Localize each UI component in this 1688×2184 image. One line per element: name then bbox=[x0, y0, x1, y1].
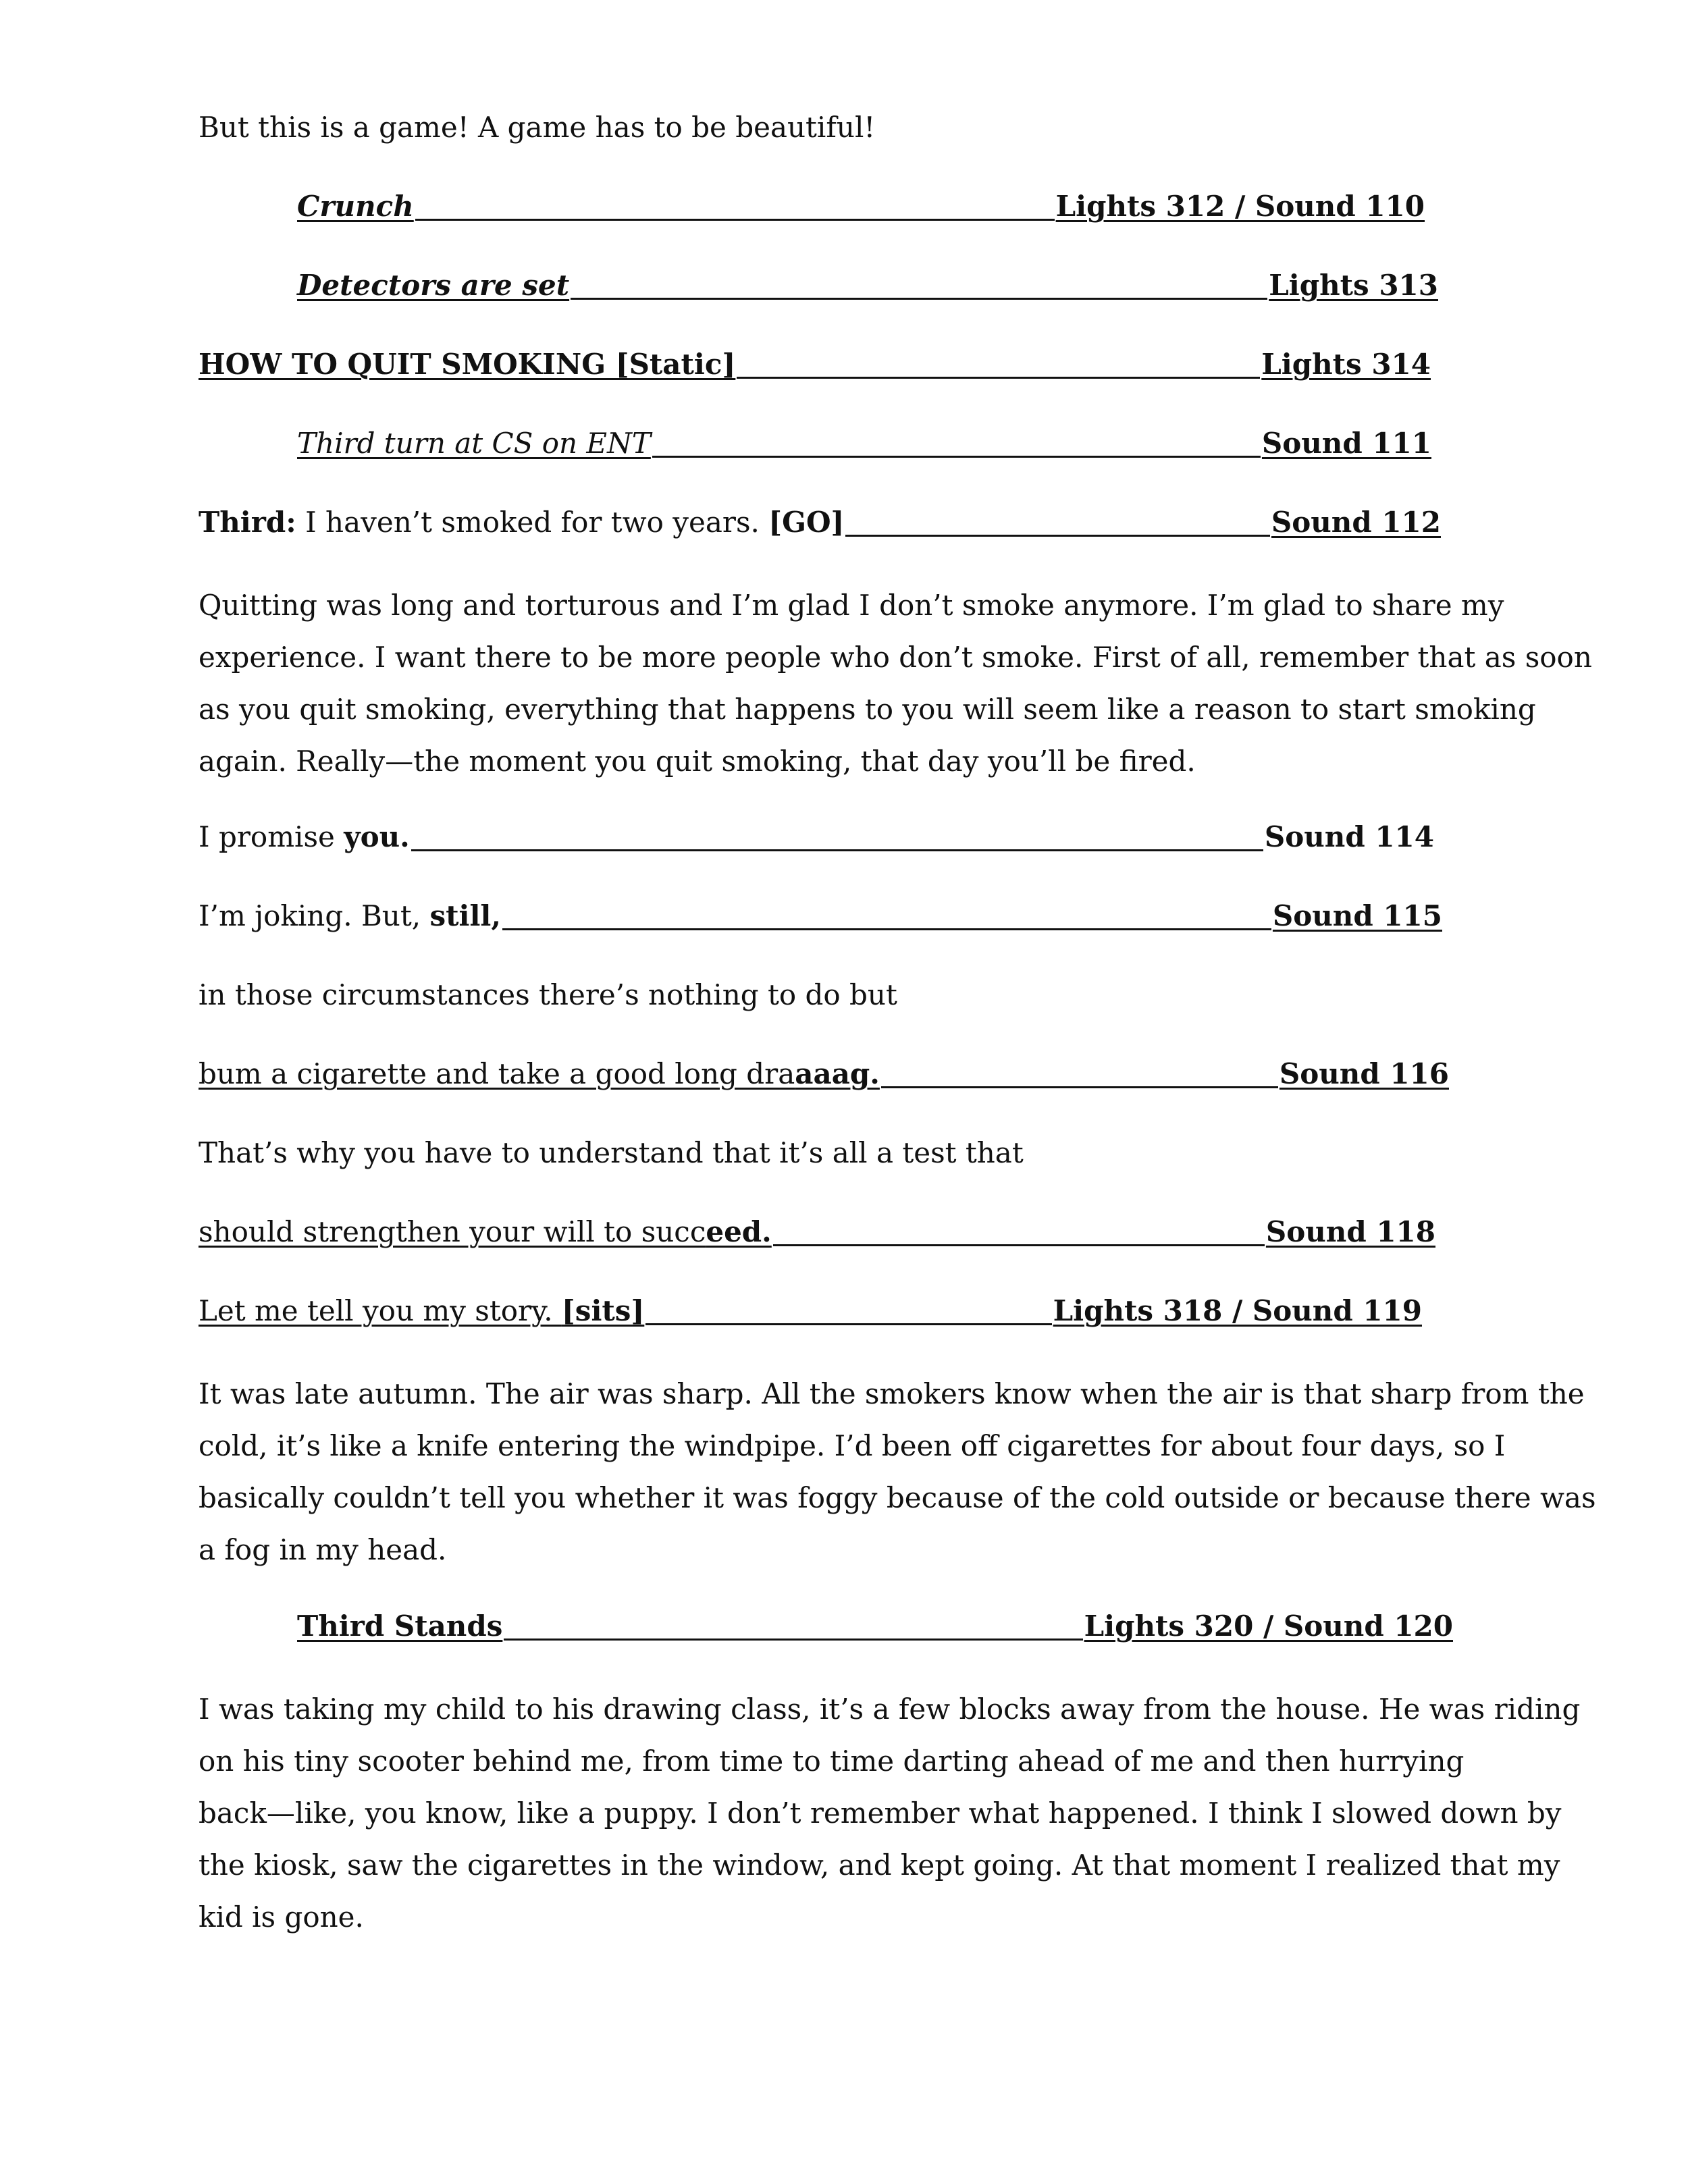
paragraph-line: again. Really—the moment you quit smoking, that day you’ll be fired. bbox=[199, 745, 1196, 778]
cue-third-turn bbox=[297, 424, 1431, 463]
cue-third-stands-number: Lights 320 / Sound 120 bbox=[1084, 1609, 1453, 1643]
test-line: That’s why you have to understand that it’s all a test that bbox=[199, 1136, 1024, 1169]
paragraph-line: I was taking my child to his drawing class, it’s a few blocks away from the house. He was riding bbox=[199, 1693, 1581, 1726]
cue-leader-line bbox=[645, 1323, 1051, 1325]
cue-promise-number: Sound 114 bbox=[1264, 820, 1434, 853]
cue-bum bbox=[199, 1055, 1449, 1094]
cue-third-line-number: Sound 112 bbox=[1271, 506, 1441, 539]
paragraph-child bbox=[199, 1683, 1581, 1943]
paragraph-line: basically couldn’t tell you whether it was foggy because of the cold outside or because there was bbox=[199, 1481, 1596, 1514]
paragraph-line: on his tiny scooter behind me, from time to time darting ahead of me and then hurrying bbox=[199, 1744, 1465, 1778]
cue-detectors bbox=[297, 266, 1438, 305]
cue-leader-line bbox=[411, 849, 1263, 851]
cue-story-number: Lights 318 / Sound 119 bbox=[1053, 1294, 1422, 1327]
story-text: Let me tell you my story. bbox=[199, 1294, 562, 1327]
cue-leader-line bbox=[415, 219, 1055, 221]
play-title: HOW TO QUIT SMOKING [Static] bbox=[199, 348, 736, 381]
paragraph-line: kid is gone. bbox=[199, 1900, 364, 1934]
cue-detectors-number: Lights 313 bbox=[1269, 269, 1438, 302]
cue-crunch-text: Crunch bbox=[297, 190, 414, 223]
cue-joking bbox=[199, 897, 1442, 936]
go-tag: [GO] bbox=[768, 506, 845, 539]
story-bold: [sits] bbox=[561, 1294, 645, 1327]
cue-leader-line bbox=[571, 298, 1267, 300]
paragraph-line: the kiosk, saw the cigarettes in the window, and kept going. At that moment I realized that my bbox=[199, 1848, 1560, 1882]
cue-story bbox=[199, 1291, 1422, 1331]
third-stands-text: Third Stands bbox=[297, 1609, 503, 1643]
intro-line: But this is a game! A game has to be beautiful! bbox=[199, 111, 876, 144]
circumstances-line: in those circumstances there’s nothing to do but bbox=[199, 978, 897, 1011]
paragraph-line: experience. I want there to be more people who don’t smoke. First of all, remember that as soon bbox=[199, 641, 1592, 674]
third-dialogue: I haven’t smoked for two years. bbox=[296, 506, 769, 539]
cue-bum-number: Sound 116 bbox=[1279, 1057, 1449, 1090]
bum-bold: aaag. bbox=[795, 1057, 880, 1090]
paragraph-line: back—like, you know, like a puppy. I don’t remember what happened. I think I slowed down by bbox=[199, 1796, 1562, 1830]
cue-third-line bbox=[199, 503, 1441, 542]
promise-bold: you. bbox=[344, 820, 410, 853]
joking-bold: still, bbox=[429, 899, 501, 932]
cue-leader-line bbox=[845, 535, 1269, 537]
cue-third-turn-text: Third turn at CS on ENT bbox=[297, 427, 651, 460]
cue-crunch-number: Lights 312 / Sound 110 bbox=[1055, 190, 1425, 223]
joking-text: I’m joking. But, bbox=[199, 899, 430, 932]
paragraph-quitting bbox=[199, 579, 1592, 787]
cue-detectors-text: Detectors are set bbox=[297, 269, 570, 302]
cue-leader-line bbox=[881, 1086, 1278, 1088]
cue-title-number: Lights 314 bbox=[1261, 348, 1431, 381]
bum-text: bum a cigarette and take a good long dra bbox=[199, 1057, 795, 1090]
strengthen-bold: eed. bbox=[706, 1215, 772, 1248]
paragraph-line: It was late autumn. The air was sharp. All the smokers know when the air is that sharp from the bbox=[199, 1377, 1585, 1410]
cue-leader-line bbox=[652, 456, 1261, 458]
paragraph-line: cold, it’s like a knife entering the windpipe. I’d been off cigarettes for about four days, so I bbox=[199, 1429, 1506, 1462]
cue-joking-number: Sound 115 bbox=[1272, 899, 1442, 932]
cue-strengthen bbox=[199, 1213, 1435, 1252]
paragraph-line: a fog in my head. bbox=[199, 1533, 447, 1566]
speaker-third: Third: bbox=[199, 506, 296, 539]
cue-promise bbox=[199, 818, 1434, 857]
cue-leader-line bbox=[773, 1244, 1265, 1246]
cue-title bbox=[199, 345, 1431, 384]
paragraph-autumn bbox=[199, 1368, 1596, 1576]
cue-strengthen-number: Sound 118 bbox=[1265, 1215, 1435, 1248]
cue-leader-line bbox=[504, 1639, 1082, 1641]
cue-third-turn-number: Sound 111 bbox=[1261, 427, 1431, 460]
cue-crunch bbox=[297, 187, 1425, 226]
cue-third-stands bbox=[297, 1607, 1453, 1646]
cue-leader-line bbox=[737, 377, 1260, 379]
cue-leader-line bbox=[502, 928, 1271, 930]
paragraph-line: as you quit smoking, everything that happens to you will seem like a reason to start smoking bbox=[199, 693, 1536, 726]
strengthen-text: should strengthen your will to succ bbox=[199, 1215, 706, 1248]
promise-text: I promise bbox=[199, 820, 344, 853]
paragraph-line: Quitting was long and torturous and I’m glad I don’t smoke anymore. I’m glad to share my bbox=[199, 589, 1504, 622]
